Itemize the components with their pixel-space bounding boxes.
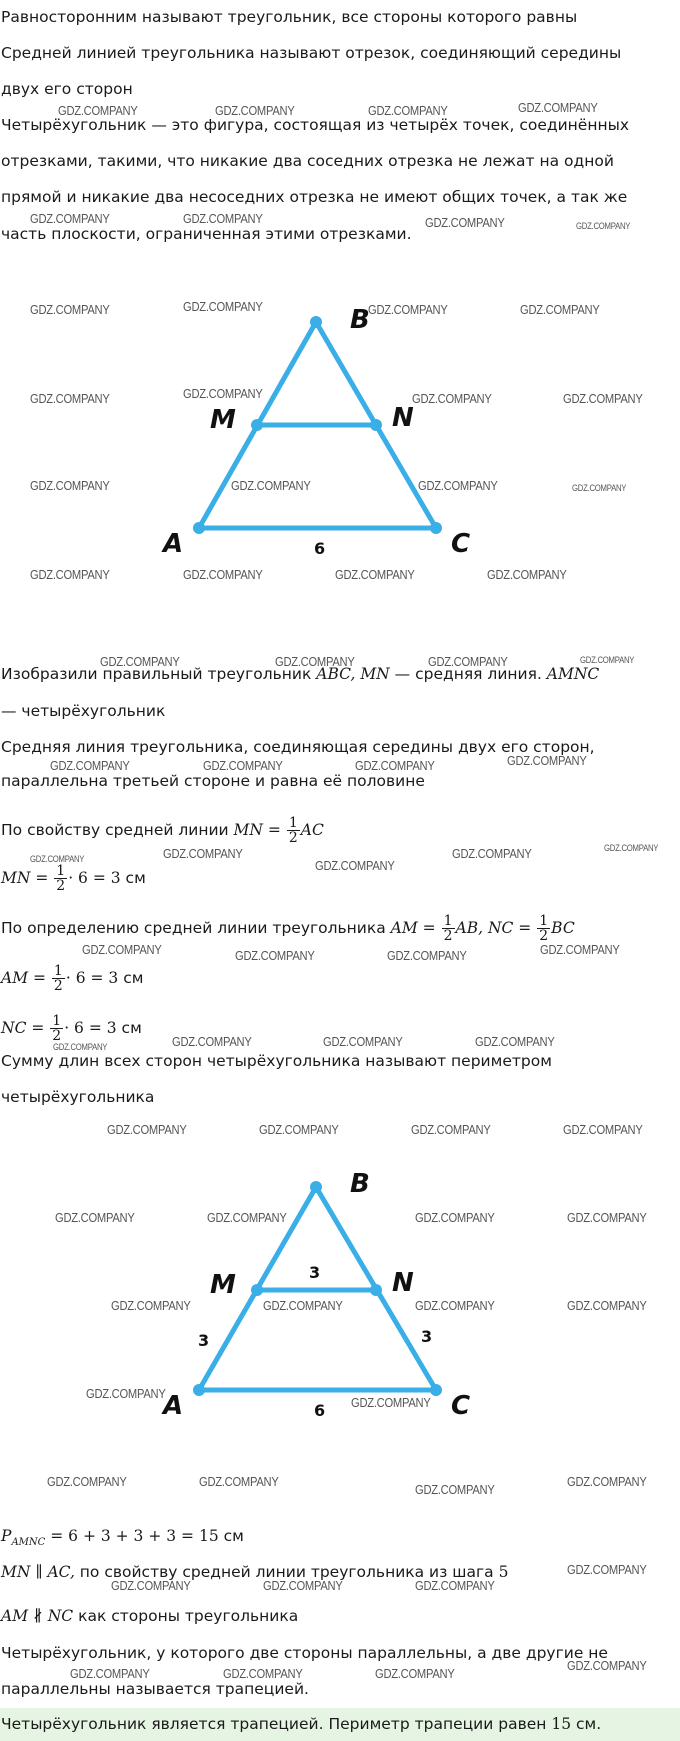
watermark: GDZ.COMPANY	[263, 1298, 343, 1313]
fraction-half: $\frac{1}{2}$	[443, 913, 453, 944]
watermark: GDZ.COMPANY	[428, 654, 508, 669]
watermark: GDZ.COMPANY	[30, 391, 110, 406]
watermark: GDZ.COMPANY	[487, 567, 567, 582]
watermark: GDZ.COMPANY	[30, 854, 85, 864]
step-drew-text: Изобразили правильный треугольник	[1, 665, 317, 683]
unit-cm: см	[118, 969, 144, 987]
watermark: GDZ.COMPANY	[411, 1122, 491, 1137]
fraction-half: $\frac{1}{2}$	[56, 863, 66, 894]
vertex-n	[370, 419, 382, 431]
definition-quadrilateral-2: отрезками, такими, что никакие два соседних отрезка не лежат на одной	[1, 152, 614, 170]
definition-equilateral: Равносторонним называют треугольник, все стороны которого равны	[1, 8, 578, 26]
label-mn-length: 3	[309, 1263, 321, 1282]
formula-intro: По свойству средней линии	[1, 821, 234, 839]
watermark: GDZ.COMPANY	[58, 103, 138, 118]
watermark: GDZ.COMPANY	[387, 948, 467, 963]
label-b-2: B	[350, 1169, 370, 1199]
label-c: C	[451, 529, 471, 559]
watermark: GDZ.COMPANY	[223, 1666, 303, 1681]
formula-ac: AC	[300, 821, 324, 839]
triangle-figure-1	[0, 290, 680, 570]
watermark: GDZ.COMPANY	[183, 211, 263, 226]
watermark: GDZ.COMPANY	[335, 567, 415, 582]
watermark: GDZ.COMPANY	[215, 103, 295, 118]
watermark: GDZ.COMPANY	[425, 215, 505, 230]
vertex-a	[193, 522, 205, 534]
calc-am: AM = $\frac{1}{2}$ · 6 = 3 см	[1, 963, 144, 994]
vertex-b	[310, 316, 322, 328]
label-m: M	[210, 405, 236, 435]
step-drew-math-2: AMNC	[546, 665, 600, 683]
watermark: GDZ.COMPANY	[567, 1658, 647, 1673]
step-quadrilateral: — четырёхугольник	[1, 702, 166, 720]
unit-cm: см	[120, 869, 146, 887]
watermark: GDZ.COMPANY	[415, 1578, 495, 1593]
vertex-a-2	[193, 1384, 205, 1396]
watermark: GDZ.COMPANY	[452, 846, 532, 861]
watermark: GDZ.COMPANY	[475, 1034, 555, 1049]
formula-eq: =	[262, 821, 286, 839]
definition-quadrilateral-4: часть плоскости, ограниченная этими отрезками.	[1, 225, 412, 243]
watermark: GDZ.COMPANY	[111, 1578, 191, 1593]
label-nc-length: 3	[421, 1327, 433, 1346]
watermark: GDZ.COMPANY	[518, 100, 598, 115]
watermark: GDZ.COMPANY	[563, 1122, 643, 1137]
definition-quadrilateral-3: прямой и никакие два несоседних отрезка не имеют общих точек, а так же	[1, 188, 628, 206]
fraction-half: $\frac{1}{2}$	[53, 963, 63, 994]
perimeter-definition-1: Сумму длин всех сторон четырёхугольника называют периметром	[1, 1052, 552, 1070]
watermark: GDZ.COMPANY	[259, 1122, 339, 1137]
watermark: GDZ.COMPANY	[203, 758, 283, 773]
watermark: GDZ.COMPANY	[163, 846, 243, 861]
midline-property-2: параллельна третьей стороне и равна её половине	[1, 772, 425, 790]
watermark: GDZ.COMPANY	[199, 1474, 279, 1489]
watermark: GDZ.COMPANY	[30, 478, 110, 493]
watermark: GDZ.COMPANY	[30, 567, 110, 582]
fraction-half: $\frac{1}{2}$	[539, 913, 549, 944]
formula-mn-half-ac	[0, 812, 680, 848]
midline-property-1: Средняя линия треугольника, соединяющая середины двух его сторон,	[1, 738, 595, 756]
watermark: GDZ.COMPANY	[30, 211, 110, 226]
watermark: GDZ.COMPANY	[563, 391, 643, 406]
watermark: GDZ.COMPANY	[183, 386, 263, 401]
formula-mn: MN	[233, 821, 263, 839]
watermark: GDZ.COMPANY	[567, 1298, 647, 1313]
perimeter-sub: AMNC	[11, 1537, 46, 1549]
watermark: GDZ.COMPANY	[415, 1482, 495, 1497]
trapezoid-definition-2: параллельны называется трапецией.	[1, 1680, 309, 1698]
calc-mn-label: MN	[1, 869, 31, 887]
watermark: GDZ.COMPANY	[82, 942, 162, 957]
vertex-m-2	[251, 1284, 263, 1296]
watermark: GDZ.COMPANY	[351, 1395, 431, 1410]
watermark: GDZ.COMPANY	[507, 753, 587, 768]
label-n: N	[392, 403, 414, 433]
watermark: GDZ.COMPANY	[368, 302, 448, 317]
watermark: GDZ.COMPANY	[323, 1034, 403, 1049]
fraction-half: $\frac{1}{2}$	[52, 1013, 62, 1044]
watermark: GDZ.COMPANY	[111, 1298, 191, 1313]
watermark: GDZ.COMPANY	[263, 1578, 343, 1593]
watermark: GDZ.COMPANY	[576, 221, 631, 231]
step-drew-math-1: ABC, MN	[316, 665, 390, 683]
watermark: GDZ.COMPANY	[86, 1386, 166, 1401]
final-answer: Четырёхугольник является трапецией. Периметр трапеции равен 15 см.	[0, 1708, 680, 1741]
label-ac-length: 6	[314, 539, 326, 558]
trapezoid-definition-1: Четырёхугольник, у которого две стороны параллельны, а две другие не	[1, 1644, 608, 1662]
watermark: GDZ.COMPANY	[183, 567, 263, 582]
perimeter-p: P	[1, 1527, 12, 1545]
vertex-m	[251, 419, 263, 431]
label-n-2: N	[392, 1268, 414, 1298]
formula-am-nc: По определению средней линии треугольника AM = $\frac{1}{2}$ AB, NC = $\frac{1}{2}$ BC	[1, 913, 575, 944]
label-m-2: M	[210, 1270, 236, 1300]
label-a-2: A	[163, 1391, 184, 1421]
fraction-half: $\frac{1}{2}$	[288, 815, 298, 846]
watermark: GDZ.COMPANY	[172, 1034, 252, 1049]
perimeter-formula	[0, 1525, 680, 1554]
watermark: GDZ.COMPANY	[604, 843, 659, 853]
watermark: GDZ.COMPANY	[107, 1122, 187, 1137]
watermark: GDZ.COMPANY	[30, 302, 110, 317]
label-b: B	[350, 305, 370, 335]
unit-cm: см	[218, 1527, 244, 1545]
label-ac-length-2: 6	[314, 1401, 326, 1420]
label-am-length: 3	[198, 1331, 210, 1350]
watermark: GDZ.COMPANY	[375, 1666, 455, 1681]
step-drew-text-2: — средняя линия.	[389, 665, 547, 683]
watermark: GDZ.COMPANY	[231, 478, 311, 493]
label-c-2: C	[451, 1391, 471, 1421]
watermark: GDZ.COMPANY	[567, 1562, 647, 1577]
watermark: GDZ.COMPANY	[275, 654, 355, 669]
watermark: GDZ.COMPANY	[580, 655, 635, 665]
watermark: GDZ.COMPANY	[572, 483, 627, 493]
watermark: GDZ.COMPANY	[415, 1298, 495, 1313]
definition-quadrilateral-1: Четырёхугольник — это фигура, состоящая из четырёх точек, соединённых	[1, 116, 630, 134]
vertex-n-2	[370, 1284, 382, 1296]
unit-cm: см	[116, 1019, 142, 1037]
vertex-c	[430, 522, 442, 534]
perimeter-expression: = 6 + 3 + 3 + 3 = 15	[45, 1527, 219, 1545]
calc-nc: NC = $\frac{1}{2}$ · 6 = 3 см	[1, 1013, 142, 1044]
watermark: GDZ.COMPANY	[100, 654, 180, 669]
parallel-statement: MN ∥ AC, по свойству средней линии треугольника из шага 5	[1, 1563, 509, 1581]
watermark: GDZ.COMPANY	[520, 302, 600, 317]
calc-mn-value: · 6 = 3	[68, 869, 121, 887]
formula2-intro: По определению средней линии треугольника	[1, 919, 391, 937]
watermark: GDZ.COMPANY	[53, 1042, 108, 1052]
definition-midline-1: Средней линией треугольника называют отрезок, соединяющий середины	[1, 44, 622, 62]
watermark: GDZ.COMPANY	[567, 1474, 647, 1489]
watermark: GDZ.COMPANY	[368, 103, 448, 118]
watermark: GDZ.COMPANY	[415, 1210, 495, 1225]
watermark: GDZ.COMPANY	[315, 858, 395, 873]
watermark: GDZ.COMPANY	[355, 758, 435, 773]
watermark: GDZ.COMPANY	[47, 1474, 127, 1489]
definition-midline-2: двух его сторон	[1, 80, 133, 98]
watermark: GDZ.COMPANY	[412, 391, 492, 406]
watermark: GDZ.COMPANY	[418, 478, 498, 493]
perimeter-definition-2: четырёхугольника	[1, 1088, 155, 1106]
vertex-b-2	[310, 1181, 322, 1193]
not-parallel-statement: AM ∦ NC как стороны треугольника	[1, 1607, 299, 1625]
watermark: GDZ.COMPANY	[235, 948, 315, 963]
watermark: GDZ.COMPANY	[540, 942, 620, 957]
vertex-c-2	[430, 1384, 442, 1396]
label-a: A	[163, 529, 184, 559]
watermark: GDZ.COMPANY	[207, 1210, 287, 1225]
watermark: GDZ.COMPANY	[70, 1666, 150, 1681]
calc-mn: MN = $\frac{1}{2}$ · 6 = 3 см	[1, 863, 146, 894]
watermark: GDZ.COMPANY	[55, 1210, 135, 1225]
watermark: GDZ.COMPANY	[567, 1210, 647, 1225]
watermark: GDZ.COMPANY	[183, 299, 263, 314]
watermark: GDZ.COMPANY	[50, 758, 130, 773]
